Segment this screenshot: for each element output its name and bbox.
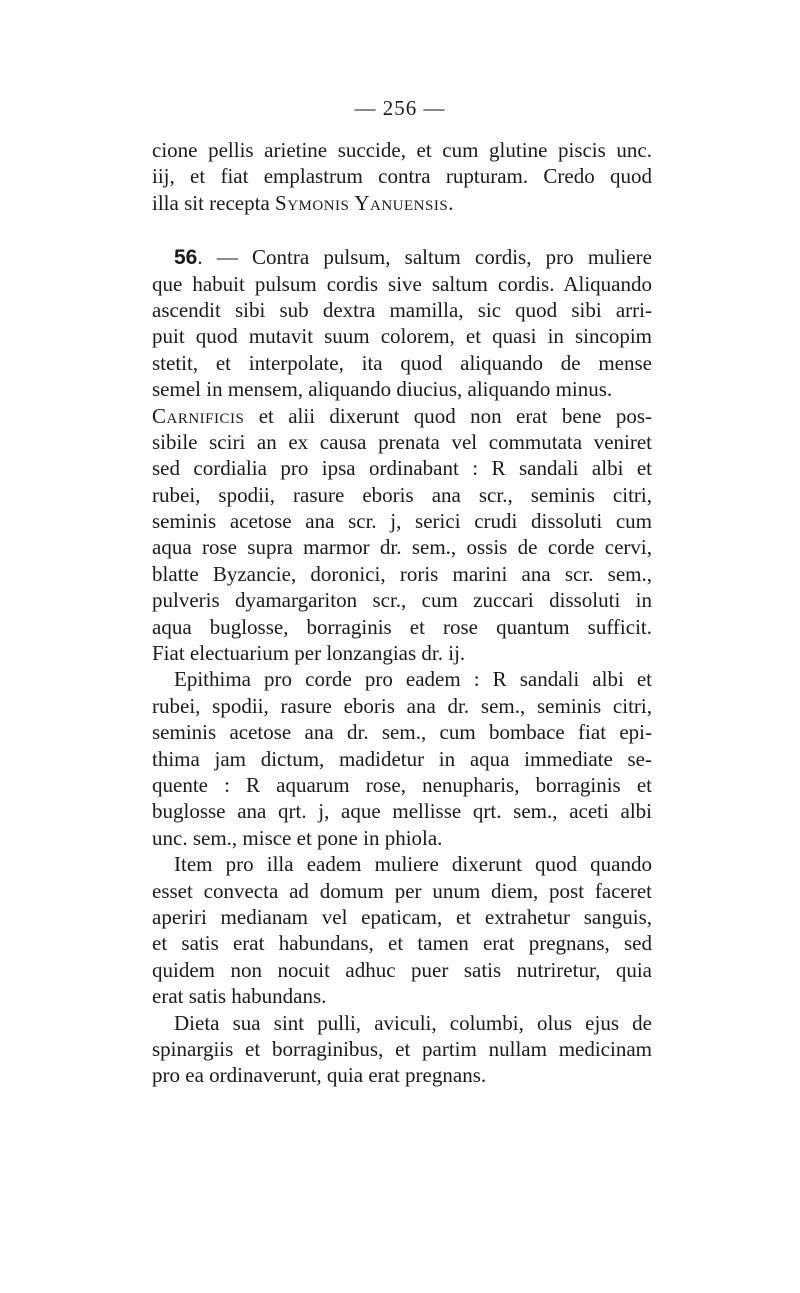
- section-number: 56: [174, 246, 198, 270]
- text-line: cione pellis arietine succide, et cum glutine piscis unc.: [152, 138, 652, 162]
- text-line: sibile sciri an ex causa prenata vel commutata veniret: [152, 429, 652, 454]
- text-line: [152, 403, 652, 429]
- paragraph-3: [152, 403, 652, 667]
- text-line: esset convecta ad domum per unum diem, post faceret: [152, 878, 652, 903]
- paragraph-5: [152, 851, 652, 1009]
- text-line: Fiat electuarium per lonzangias dr. ij.: [152, 641, 466, 666]
- text-line: stetit, et interpolate, ita quod aliquando de mense: [152, 350, 652, 375]
- text-line: aqua buglosse, borraginis et rose quantum sufficit.: [152, 614, 652, 639]
- text-fragment: et alii dixerunt quod non erat bene pos-: [244, 403, 652, 428]
- text-line: que habuit pulsum cordis sive saltum cordis. Aliquando: [152, 271, 652, 296]
- text-line: [152, 190, 652, 216]
- page-number: — 256 —: [354, 96, 446, 120]
- text-line: aqua rose supra marmor dr. sem., ossis de corde cervi,: [152, 535, 652, 560]
- page-body: [152, 137, 652, 1089]
- text-line: thima jam dictum, madidetur in aqua immediate se-: [152, 746, 652, 771]
- paragraph-2: [152, 244, 652, 402]
- text-line: Epithima pro corde pro eadem : R sandali albi et: [174, 667, 652, 692]
- author-name: Carnificis: [152, 403, 245, 428]
- text-line: blatte Byzancie, doronici, roris marini ana scr. sem.,: [152, 561, 652, 586]
- text-line: Dieta sua sint pulli, aviculi, columbi, olus ejus de: [174, 1010, 652, 1035]
- text-line: rubei, spodii, rasure eboris ana dr. sem., seminis citri,: [152, 693, 652, 718]
- text-line: rubei, spodii, rasure eboris ana scr., seminis citri,: [152, 482, 652, 507]
- text-line: sed cordialia pro ipsa ordinabant : R sandali albi et: [152, 456, 652, 481]
- text-line: quente : R aquarum rose, nenupharis, borraginis et: [152, 772, 652, 797]
- text-line: iij, et fiat emplastrum contra rupturam. Credo quod: [152, 164, 652, 189]
- paragraph-6: [152, 1010, 652, 1089]
- text-line: quidem non nocuit adhuc puer satis nutriretur, quia: [152, 957, 652, 982]
- text-line: pulveris dyamargariton scr., cum zuccari dissoluti in: [152, 588, 652, 613]
- text-fragment: .: [448, 190, 454, 215]
- text-line: [152, 244, 652, 270]
- text-line: seminis acetose ana scr. j, serici crudi dissoluti cum: [152, 509, 652, 534]
- text-line: seminis acetose ana dr. sem., cum bombace fiat epi-: [152, 720, 652, 745]
- text-line: semel in mensem, aliquando diucius, aliquando minus.: [152, 377, 613, 402]
- section-gap: [152, 216, 652, 244]
- text-line: ascendit sibi sub dextra mamilla, sic quod sibi arri-: [152, 297, 652, 322]
- text-line: erat satis habundans.: [152, 984, 327, 1009]
- section-heading: . — Contra pulsum, saltum cordis, pro muliere: [197, 245, 652, 270]
- text-line: unc. sem., misce et pone in phiola.: [152, 825, 443, 850]
- text-line: buglosse ana qrt. j, aque mellisse qrt. sem., aceti albi: [152, 799, 652, 824]
- text-line: Item pro illa eadem muliere dixerunt quod quando: [174, 852, 652, 877]
- text-fragment: illa sit recepta: [152, 190, 276, 215]
- text-line: pro ea ordinaverunt, quia erat pregnans.: [152, 1063, 487, 1088]
- text-line: puit quod mutavit suum colorem, et quasi in sincopim: [152, 324, 652, 349]
- text-line: et satis erat habundans, et tamen erat pregnans, sed: [152, 931, 652, 956]
- paragraph-4: [152, 666, 652, 851]
- text-line: spinargiis et borraginibus, et partim nullam medicinam: [152, 1036, 652, 1061]
- author-name: Symonis Yanuensis: [275, 190, 449, 215]
- text-line: aperiri medianam vel epaticam, et extrahetur sanguis,: [152, 904, 652, 929]
- paragraph-1: [152, 137, 652, 216]
